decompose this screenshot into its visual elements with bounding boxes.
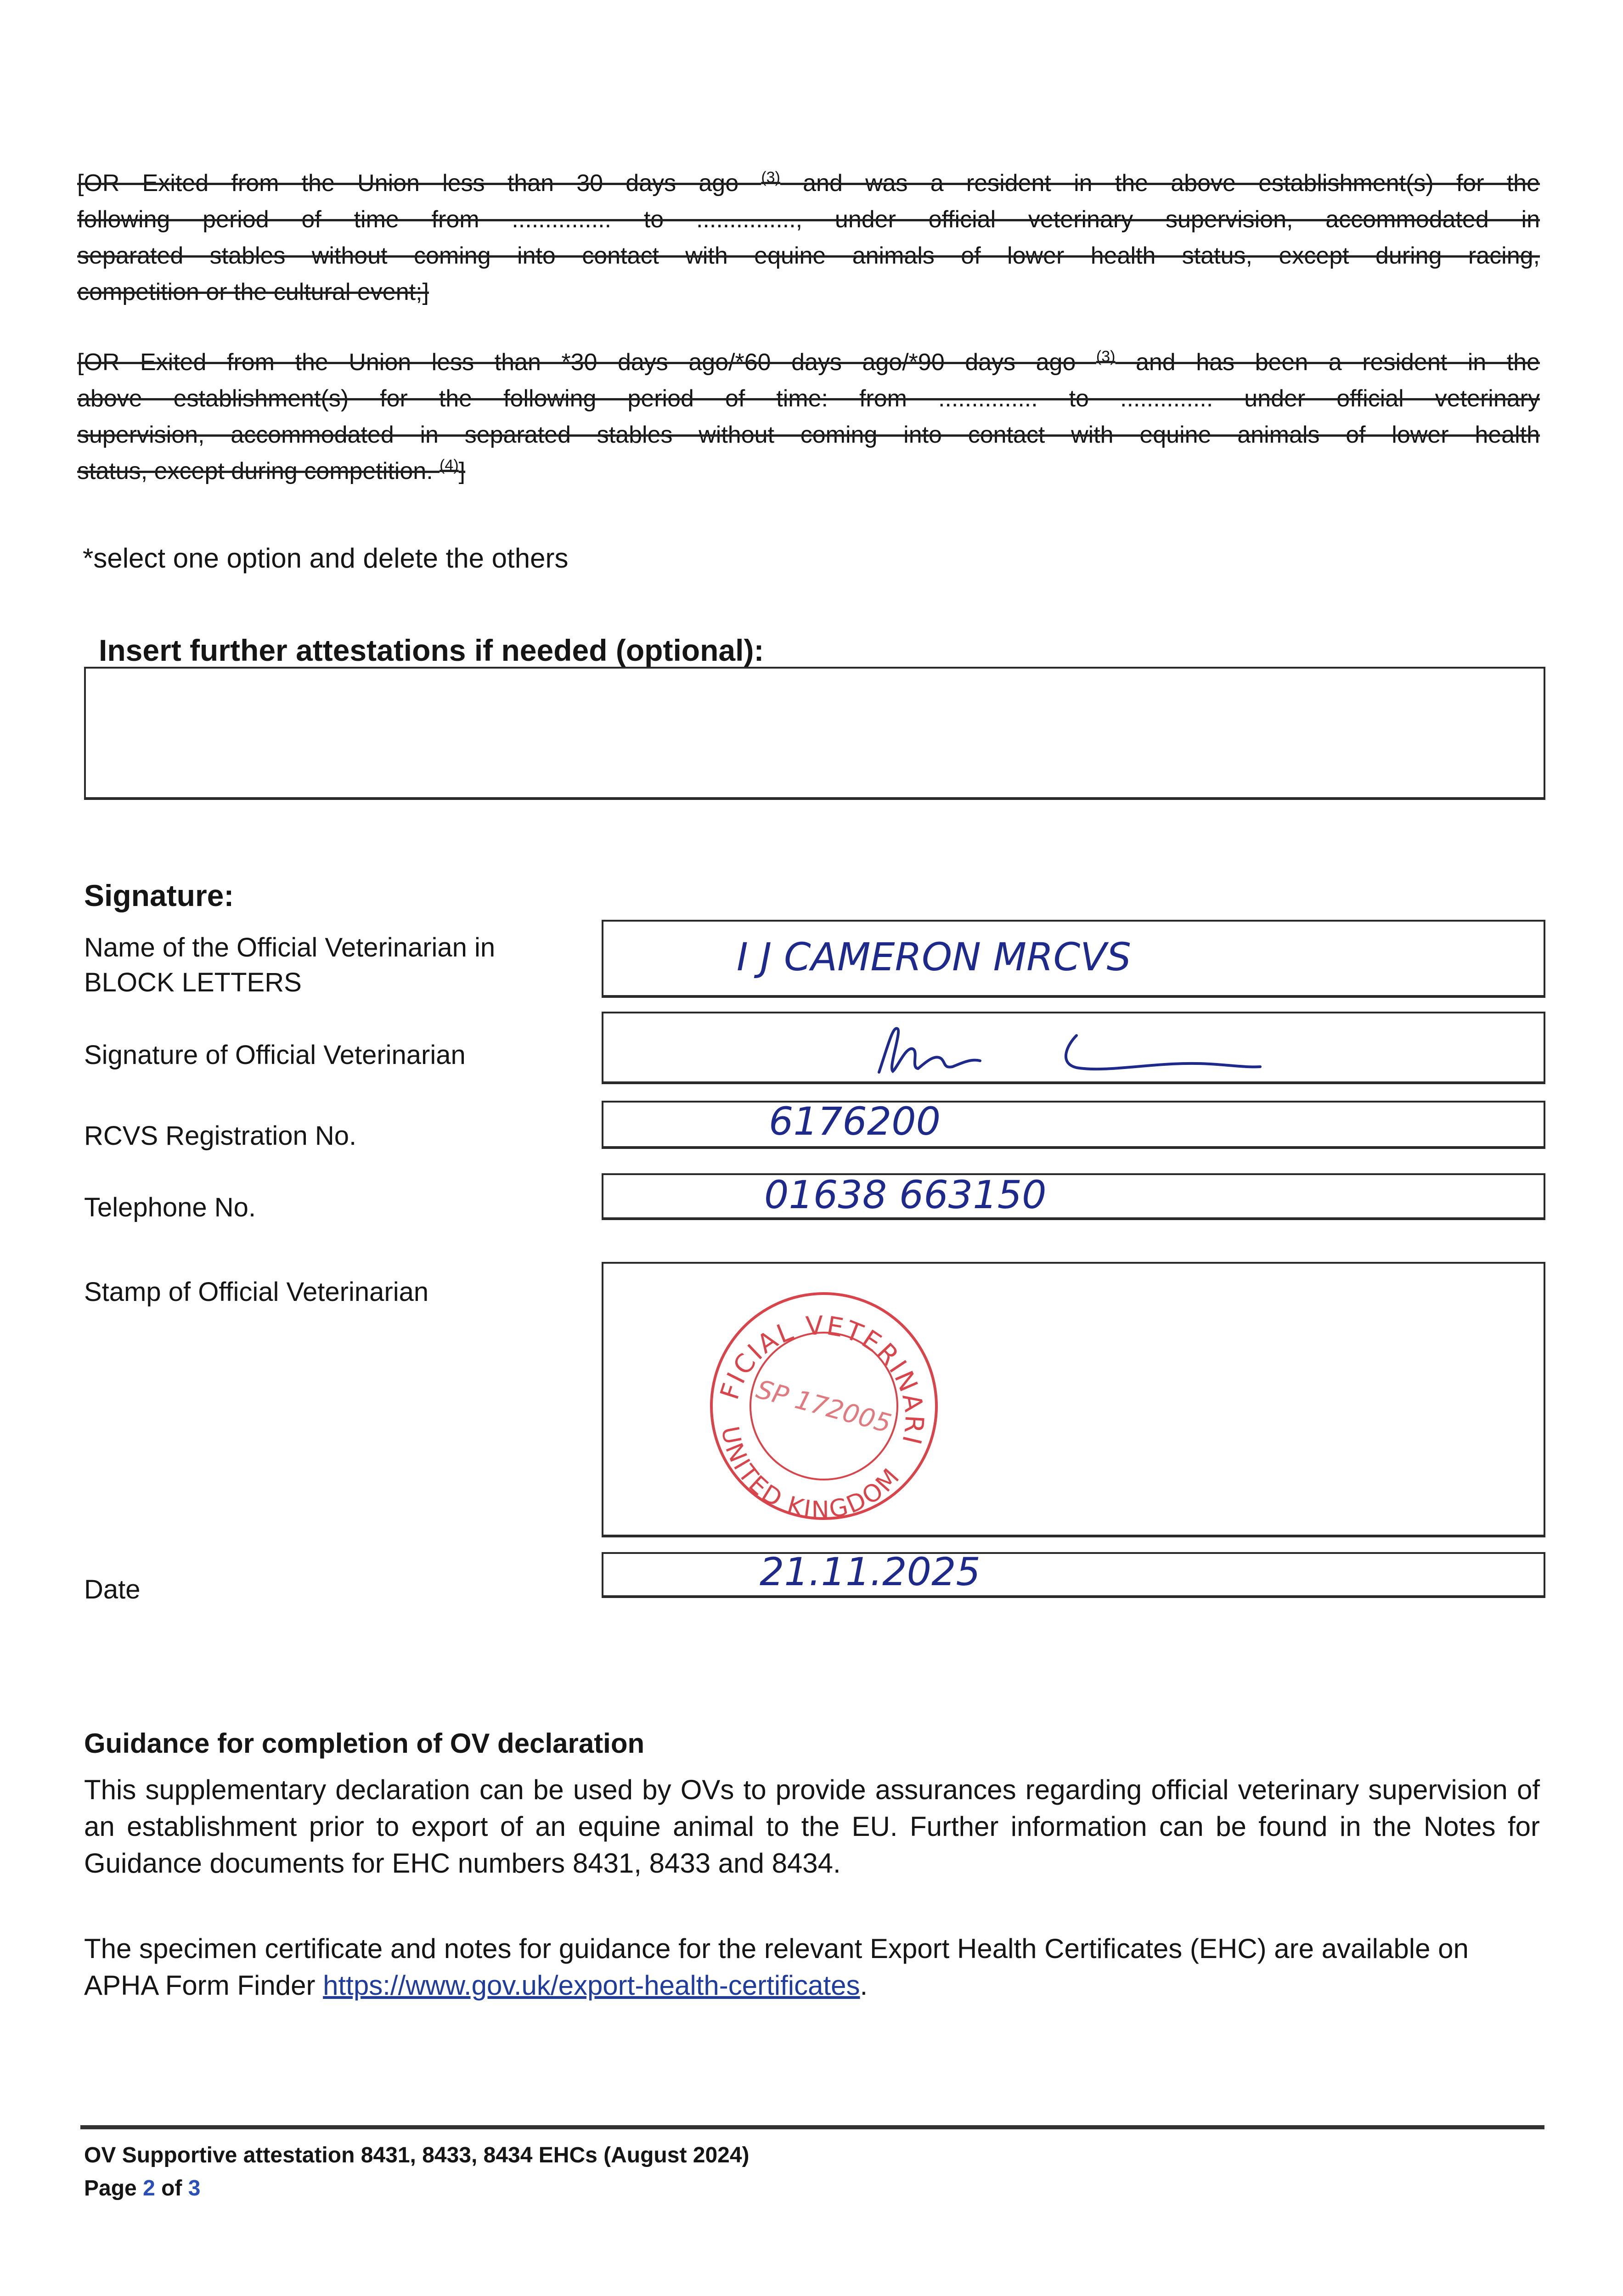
- struck-line: [77, 202, 1540, 238]
- name-field[interactable]: [602, 920, 1545, 998]
- telephone-field[interactable]: [602, 1173, 1545, 1220]
- struck-text: ]: [458, 458, 466, 484]
- handwritten-signature: [861, 1017, 1274, 1081]
- struck-text: and was a resident in the above establishment(s) for the: [780, 170, 1540, 197]
- further-attestations-heading: Insert further attestations if needed (optional):: [99, 633, 764, 667]
- struck-line: [77, 238, 1540, 274]
- struck-paragraph-2: [77, 344, 1540, 490]
- stamp-label: Stamp of Official Veterinarian: [84, 1277, 429, 1307]
- page-of: of: [155, 2176, 188, 2200]
- struck-paragraph-1: [77, 165, 1540, 310]
- struck-line: [77, 344, 1540, 381]
- name-label-line2: BLOCK LETTERS: [84, 968, 302, 997]
- struck-text: and has been a resident in the: [1115, 349, 1540, 376]
- rcvs-label: RCVS Registration No.: [84, 1121, 357, 1151]
- select-option-note: *select one option and delete the others: [83, 543, 569, 574]
- signature-label: Signature of Official Veterinarian: [84, 1040, 466, 1070]
- struck-text: status, except during competition.: [77, 458, 440, 484]
- official-veterinarian-stamp: [695, 1282, 952, 1530]
- struck-text: following period of time from ............... to ..............., under official veterinary supervision, accommodated in: [77, 206, 1540, 233]
- footer-divider: [80, 2125, 1544, 2129]
- struck-line: [77, 453, 1540, 490]
- stamp-center-text: SP 172005: [753, 1374, 895, 1439]
- page-number: [84, 2176, 200, 2201]
- struck-line: [77, 381, 1540, 417]
- struck-text: above establishment(s) for the following period of time: from ............... to .............. under official veterinary: [77, 385, 1540, 412]
- guidance-paragraph-1: This supplementary declaration can be used by OVs to provide assurances regarding official veterinary supervision of an establishment prior to export of an equine animal to the EU. Further information can be found in the Notes for Guidance documents for EHC numbers 8431, 8433 and 8434.: [84, 1774, 1540, 1879]
- struck-line: [77, 274, 1540, 310]
- page-current: 2: [143, 2176, 155, 2200]
- rcvs-value: 6176200: [769, 1099, 941, 1144]
- date-field[interactable]: [602, 1549, 1545, 1598]
- stamp-top-text: OFFICIAL VETERINARIAN: [715, 1311, 930, 1449]
- name-label: [84, 930, 495, 1000]
- footnote-reference: (3): [1096, 348, 1116, 366]
- name-value: I J CAMERON MRCVS: [737, 934, 1131, 979]
- telephone-label: Telephone No.: [84, 1193, 256, 1222]
- date-label: Date: [84, 1575, 141, 1604]
- struck-line: [77, 417, 1540, 453]
- signature-heading: Signature:: [84, 878, 234, 912]
- stamp-field[interactable]: [602, 1262, 1545, 1537]
- footer-title: OV Supportive attestation 8431, 8433, 8434 EHCs (August 2024): [84, 2143, 750, 2167]
- struck-text: competition or the cultural event;]: [77, 279, 429, 305]
- stamp-bottom-text: UNITED KINGDOM: [716, 1424, 906, 1525]
- signature-field[interactable]: [602, 1012, 1545, 1084]
- struck-text: [OR Exited from the Union less than *30 days ago/*60 days ago/*90 days ago: [77, 349, 1096, 376]
- struck-line: [77, 165, 1540, 202]
- footnote-reference: (3): [761, 169, 780, 186]
- guidance-paragraph-2: [84, 1930, 1540, 2004]
- footnote-reference: (4): [440, 456, 459, 474]
- struck-text: separated stables without coming into contact with equine animals of lower health status, except during racing,: [77, 242, 1540, 269]
- further-attestations-input[interactable]: [84, 667, 1545, 800]
- name-label-line1: Name of the Official Veterinarian in: [84, 933, 496, 962]
- guidance-heading: Guidance for completion of OV declaration: [84, 1728, 645, 1759]
- struck-text: [OR Exited from the Union less than 30 days ago: [77, 170, 761, 197]
- guidance-paragraph-2-text: The specimen certificate and notes for guidance for the relevant Export Health Certificates (EHC) are available on APHA Form Finder: [84, 1933, 1469, 2001]
- export-health-certificates-link[interactable]: https://www.gov.uk/export-health-certificates: [323, 1970, 860, 2001]
- telephone-value: 01638 663150: [764, 1172, 1047, 1217]
- rcvs-field[interactable]: [602, 1101, 1545, 1149]
- guidance-paragraph-2-end: .: [860, 1970, 868, 2001]
- page-total: 3: [188, 2176, 201, 2200]
- struck-text: supervision, accommodated in separated stables without coming into contact with equine animals of lower health: [77, 422, 1540, 448]
- date-value: 21.11.2025: [760, 1549, 981, 1594]
- page-prefix: Page: [84, 2176, 143, 2200]
